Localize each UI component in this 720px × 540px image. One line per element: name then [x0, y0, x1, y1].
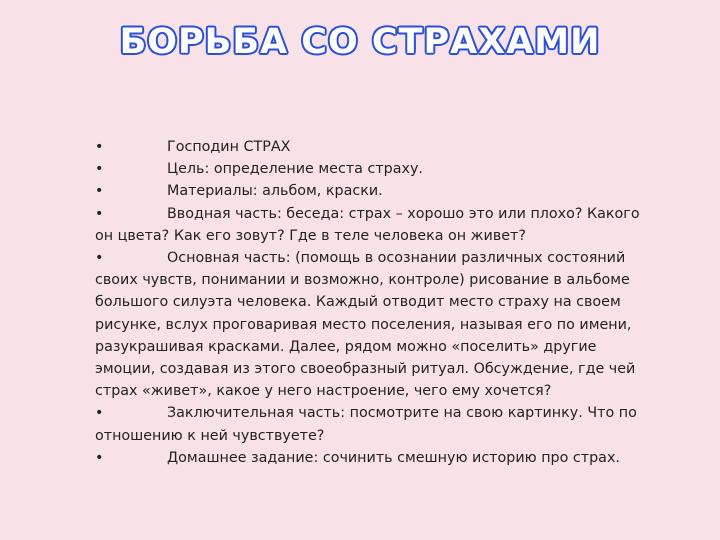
bullet-icon: •: [95, 250, 104, 267]
list-item: [95, 247, 655, 402]
bullet-icon: •: [95, 449, 104, 466]
list-item-text: Домашнее задание: сочинить смешную историю про страх.: [167, 449, 620, 466]
list-item-text: Господин СТРАХ: [167, 139, 291, 155]
title-area: [0, 22, 720, 62]
bullet-icon: •: [95, 139, 104, 155]
bullet-icon: •: [95, 205, 104, 222]
list-item: [95, 402, 655, 446]
list-item-text: Вводная часть: беседа: страх – хорошо это или плохо? Какого он цвета? Как его зовут? Где в теле человека он живет?: [95, 205, 640, 244]
list-item-text: Основная часть: (помощь в осознании различных состояний своих чувств, понимании и возможно, контроле) рисование в альбоме большого силуэта человека. Каждый отводит место страху на своем рисунке, вслух проговаривая место поселения, называя его по имени, разукрашивая красками. Далее, рядом можно «поселить» другие эмоции, создавая из этого своеобразный ритуал. Обсуждение, где чей страх «живет», какое у него настроение, чего ему хочется?: [95, 250, 636, 400]
bullet-list: [95, 136, 655, 469]
list-item: [95, 136, 655, 158]
bullet-icon: •: [95, 183, 104, 200]
bullet-icon: •: [95, 161, 104, 178]
list-item: [95, 180, 655, 202]
list-item-text: Заключительная часть: посмотрите на свою картинку. Что по отношению к ней чувствуете?: [95, 405, 637, 444]
slide-title: БОРЬБА СО СТРАХАМИ: [119, 22, 601, 62]
list-item: [95, 158, 655, 180]
bullet-icon: •: [95, 405, 104, 422]
list-item-text: Материалы: альбом, краски.: [167, 183, 383, 200]
list-item: [95, 203, 655, 247]
list-item: [95, 447, 655, 469]
list-item-text: Цель: определение места страху.: [167, 161, 423, 178]
